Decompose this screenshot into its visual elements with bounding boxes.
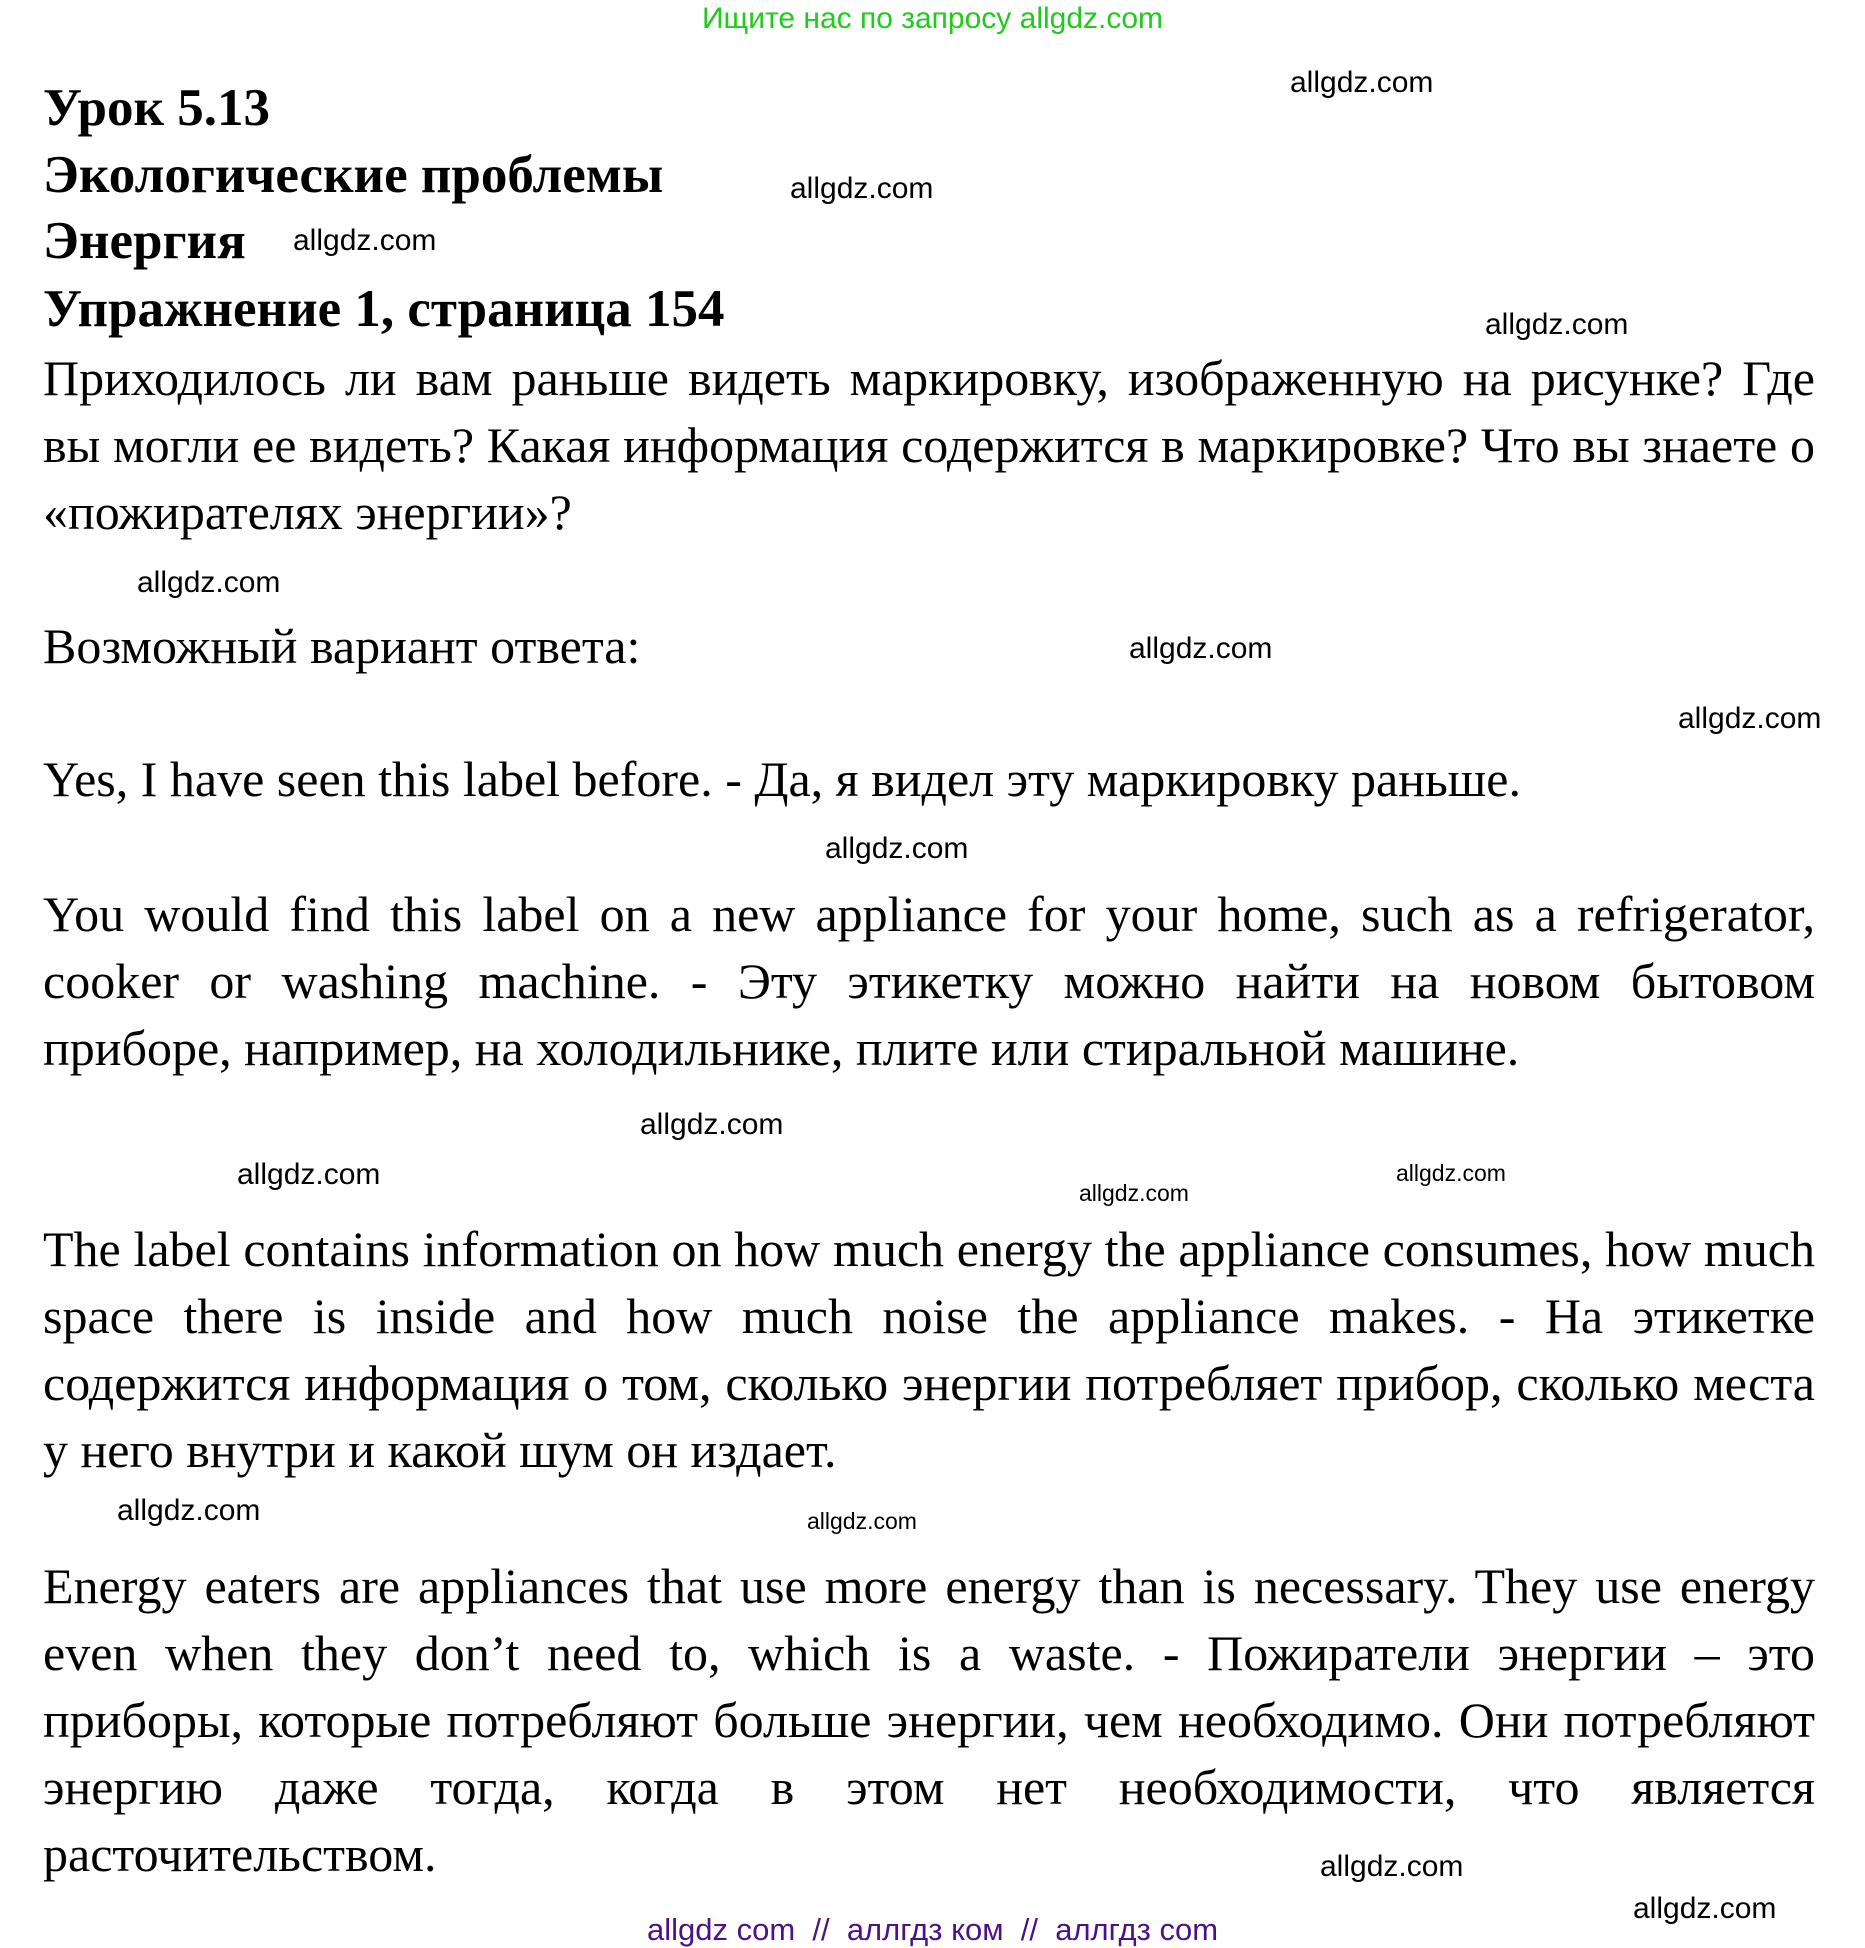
watermark: allgdz.com <box>790 172 934 205</box>
lesson-title: Урок 5.13 <box>43 79 271 137</box>
watermark: allgdz.com <box>1129 632 1273 665</box>
watermark: allgdz.com <box>137 566 281 599</box>
watermark: allgdz.com <box>1678 702 1822 735</box>
watermark: allgdz.com <box>1633 1892 1777 1925</box>
watermark: allgdz.com <box>237 1158 381 1191</box>
watermark: allgdz.com <box>807 1508 917 1534</box>
watermark: allgdz.com <box>1396 1160 1506 1186</box>
bottom-banner: allgdz com // аллгдз ком // аллгдз com <box>646 1912 1219 1947</box>
answer-paragraph-1: Yes, I have seen this label before. - Да, я видел эту маркировку раньше. <box>43 751 1521 807</box>
answer-paragraph-3: The label contains information on how much energy the appliance consumes, how much space there is inside and how much noise the appliance makes. - На этикетке содержится информация о том, сколько энергии потребляет прибор, сколько места у него внутри и какой шум он издает. <box>43 1221 1815 1478</box>
answer-label: Возможный вариант ответа: <box>43 618 641 674</box>
watermark: allgdz.com <box>1320 1850 1464 1883</box>
watermark: allgdz.com <box>1079 1180 1189 1206</box>
subtopic-title: Энергия <box>43 212 246 270</box>
top-banner: Ищите нас по запросу allgdz.com <box>701 2 1164 35</box>
watermark: allgdz.com <box>1290 66 1434 99</box>
watermark: allgdz.com <box>117 1494 261 1527</box>
exercise-title: Упражнение 1, страница 154 <box>43 280 725 338</box>
question-text: Приходилось ли вам раньше видеть маркировку, изображенную на рисунке? Где вы могли ее видеть? Какая информация содержится в маркировке? Что вы знаете о «пожирателях энергии»? <box>43 350 1815 540</box>
watermark: allgdz.com <box>1485 308 1629 341</box>
watermark: allgdz.com <box>293 224 437 257</box>
topic-title: Экологические проблемы <box>43 146 664 204</box>
watermark: allgdz.com <box>825 832 969 865</box>
answer-paragraph-4: Energy eaters are appliances that use more energy than is necessary. They use energy even when they don’t need to, which is a waste. - Пожиратели энергии – это приборы, которые потребляют больше энергии, чем необходимо. Они потребляют энергию даже тогда, когда в этом нет необходимости, что является расточительством. <box>43 1558 1815 1882</box>
answer-paragraph-2: You would find this label on a new appliance for your home, such as a refrigerator, cooker or washing machine. - Эту этикетку можно найти на новом бытовом приборе, например, на холодильнике, плите или стиральной машине. <box>43 886 1815 1076</box>
watermark: allgdz.com <box>640 1108 784 1141</box>
